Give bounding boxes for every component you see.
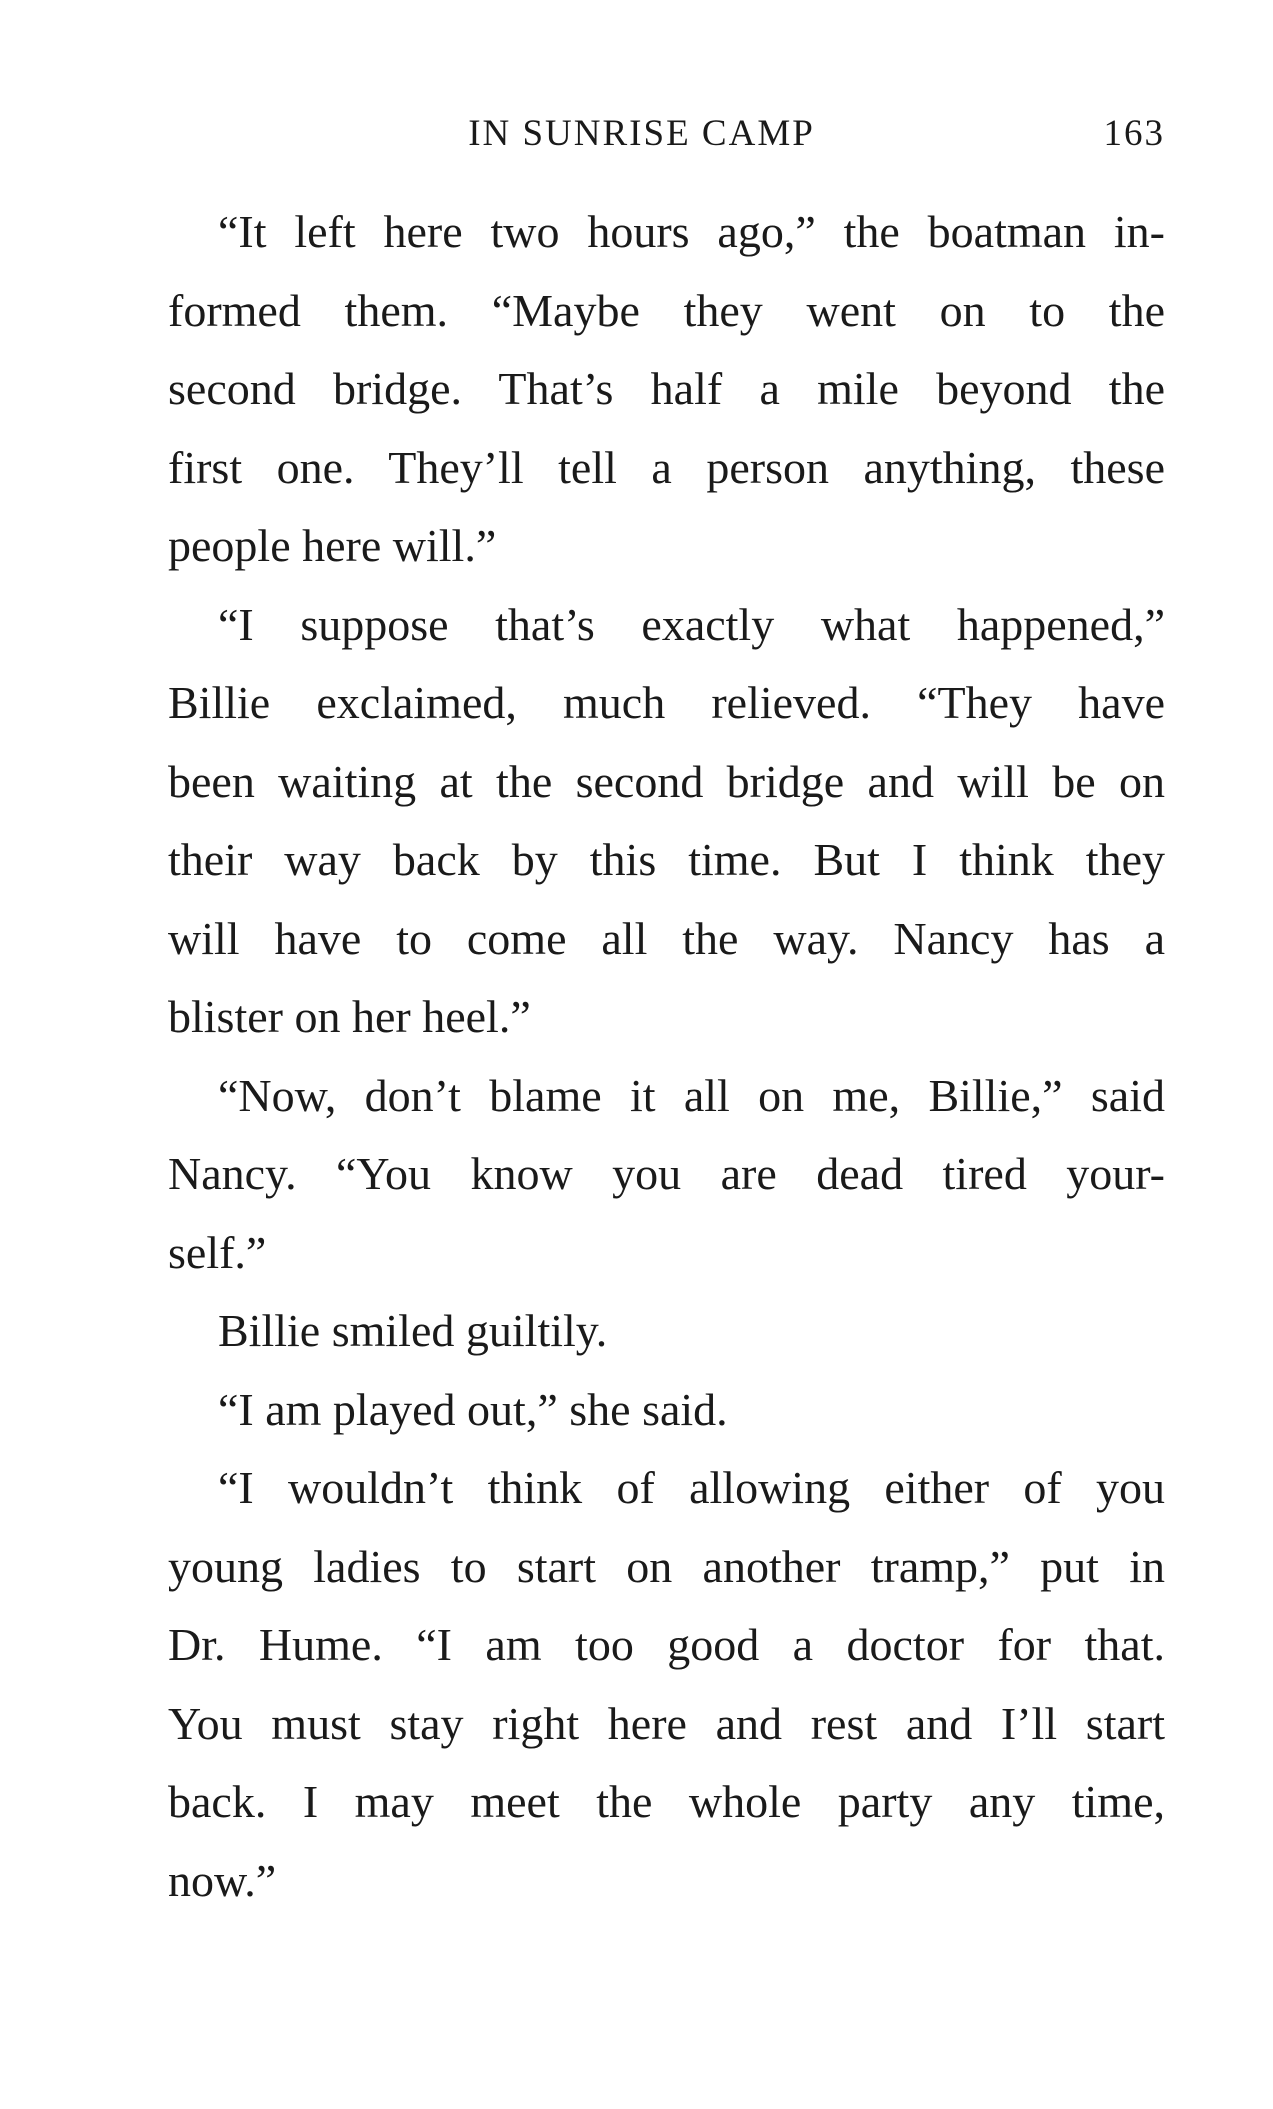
text-line: You must stay right here and rest and I’ll start	[168, 1697, 1165, 1749]
text-line: their way back by this time. But I think they	[168, 834, 1165, 885]
text-line: “I am played out,” she said.	[218, 1383, 728, 1435]
text-line: Billie exclaimed, much relieved. “They have	[168, 677, 1165, 728]
text-line: young ladies to start on another tramp,” put in	[168, 1540, 1165, 1592]
text-line: “It left here two hours ago,” the boatman in-	[218, 206, 1165, 257]
text-line: self.”	[168, 1226, 267, 1278]
text-line: Nancy. “You know you are dead tired your-	[168, 1148, 1165, 1199]
text-line: Billie smiled guiltily.	[218, 1305, 608, 1356]
text-line: blister on her heel.”	[168, 991, 531, 1042]
paragraph-4	[118, 1292, 1165, 1371]
text-line: been waiting at the second bridge and will be on	[168, 755, 1165, 807]
body-text	[118, 193, 1165, 1920]
page-number: 163	[1103, 113, 1165, 154]
text-line: “Now, don’t blame it all on me, Billie,” said	[218, 1069, 1165, 1121]
text-line: first one. They’ll tell a person anything, these	[168, 441, 1165, 493]
paragraph-1	[118, 193, 1165, 586]
text-line: people here will.”	[168, 520, 497, 571]
text-line: “I wouldn’t think of allowing either of you	[218, 1462, 1165, 1513]
text-line: back. I may meet the whole party any time,	[168, 1776, 1165, 1827]
paragraph-6	[118, 1449, 1165, 1920]
text-line: now.”	[168, 1854, 277, 1906]
running-header	[118, 112, 1165, 172]
text-line: formed them. “Maybe they went on to the	[168, 284, 1165, 336]
text-line: “I suppose that’s exactly what happened,”	[218, 598, 1165, 650]
text-line: Dr. Hume. “I am too good a doctor for that.	[168, 1619, 1165, 1670]
text-line: second bridge. That’s half a mile beyond the	[168, 363, 1165, 414]
running-title: IN SUNRISE CAMP	[468, 113, 815, 154]
paragraph-5	[118, 1371, 1165, 1450]
paragraph-2	[118, 586, 1165, 1057]
paragraph-3	[118, 1057, 1165, 1293]
text-line: will have to come all the way. Nancy has a	[168, 912, 1165, 964]
